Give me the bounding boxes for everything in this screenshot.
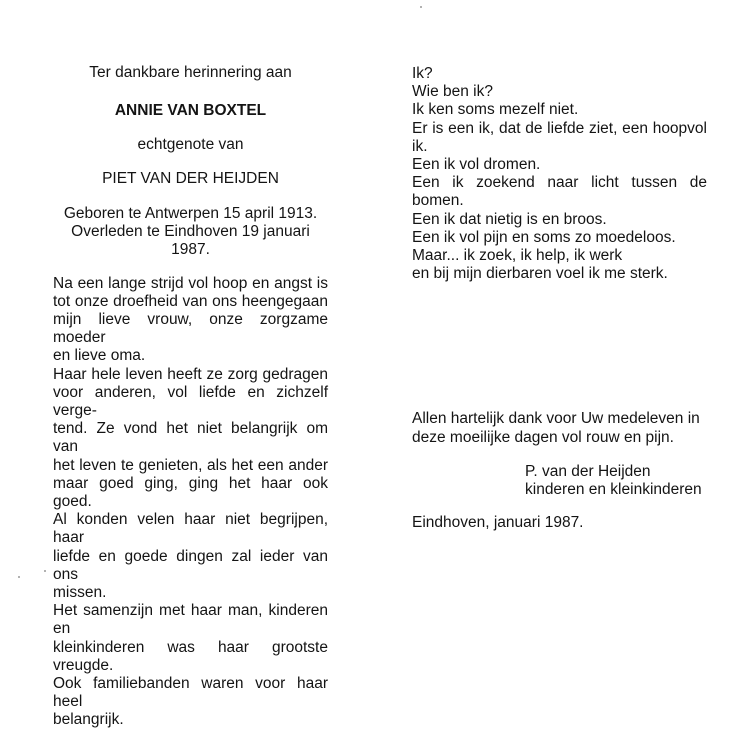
death-line: Overleden te Eindhoven 19 januari 1987.	[71, 223, 310, 259]
poem-line: en bij mijn dierbaren voel ik me sterk.	[412, 265, 668, 283]
obituary-line: mijn lieve vrouw, onze zorgzame moeder	[53, 311, 328, 347]
deceased-name: ANNIE VAN BOXTEL	[114, 102, 267, 119]
poem-line: Maar... ik zoek, ik help, ik werk	[412, 247, 623, 265]
thanks-line: Allen hartelijk dank voor Uw medeleven in	[412, 410, 700, 428]
obituary-line: Ook familiebanden waren voor haar heel	[53, 675, 328, 711]
obituary-line: Al konden velen haar niet begrijpen, haar	[53, 511, 328, 547]
poem-line: Wie ben ik?	[412, 83, 493, 101]
obituary-line: tend. Ze vond het niet belangrijk om van	[53, 420, 328, 456]
poem-line: Ik ken soms mezelf niet.	[412, 101, 579, 119]
scan-speck	[44, 570, 46, 572]
spouse-name: PIET VAN DER HEIJDEN	[102, 170, 279, 187]
obituary-text	[53, 275, 328, 730]
birth-line: Geboren te Antwerpen 15 april 1913.	[63, 205, 318, 222]
obituary-line: Haar hele leven heeft ze zorg gedragen	[53, 365, 328, 383]
obituary-line: liefde en goede dingen zal ieder van ons	[53, 547, 328, 583]
thanks-text	[412, 410, 707, 446]
poem-line: Een ik vol dromen.	[412, 156, 541, 174]
poem-line: Een ik zoekend naar licht tussen de	[412, 174, 707, 192]
left-column	[53, 64, 328, 730]
signature	[525, 463, 707, 499]
poem	[412, 65, 707, 283]
thanks-line: deze moeilijke dagen vol rouw en pijn.	[412, 428, 674, 446]
scan-speck	[420, 6, 422, 8]
poem-line: Er is een ik, dat de liefde ziet, een hoopvol	[412, 119, 707, 137]
obituary-line: tot onze droefheid van ons heengegaan	[53, 292, 328, 310]
obituary-line: Het samenzijn met haar man, kinderen en	[53, 602, 328, 638]
obituary-line: Na een lange strijd vol hoop en angst is	[53, 274, 328, 292]
intro-text: Ter dankbare herinnering aan	[89, 64, 292, 81]
signature-line: kinderen en kleinkinderen	[525, 481, 702, 499]
obituary-line: het leven te genieten, als het een ander	[53, 456, 328, 474]
obituary-line: kleinkinderen was haar grootste vreugde.	[53, 638, 328, 674]
poem-line: bomen.	[412, 192, 464, 210]
obituary-line: en lieve oma.	[53, 347, 146, 365]
obituary-line: belangrijk.	[53, 711, 124, 729]
poem-line: ik.	[412, 137, 428, 155]
poem-line: Een ik dat nietig is en broos.	[412, 210, 607, 228]
signature-line: P. van der Heijden	[525, 462, 651, 480]
place-date: Eindhoven, januari 1987.	[412, 514, 584, 532]
obituary-line: maar goed ging, ging het haar ook goed.	[53, 474, 328, 511]
obituary-line: voor anderen, vol liefde en zichzelf verge-	[53, 383, 328, 420]
scan-speck	[18, 576, 20, 578]
poem-line: Ik?	[412, 65, 433, 82]
relation-text: echtgenote van	[137, 136, 244, 153]
right-column	[412, 65, 707, 532]
poem-line: Een ik vol pijn en soms zo moedeloos.	[412, 228, 676, 246]
obituary-line: missen.	[53, 584, 107, 602]
